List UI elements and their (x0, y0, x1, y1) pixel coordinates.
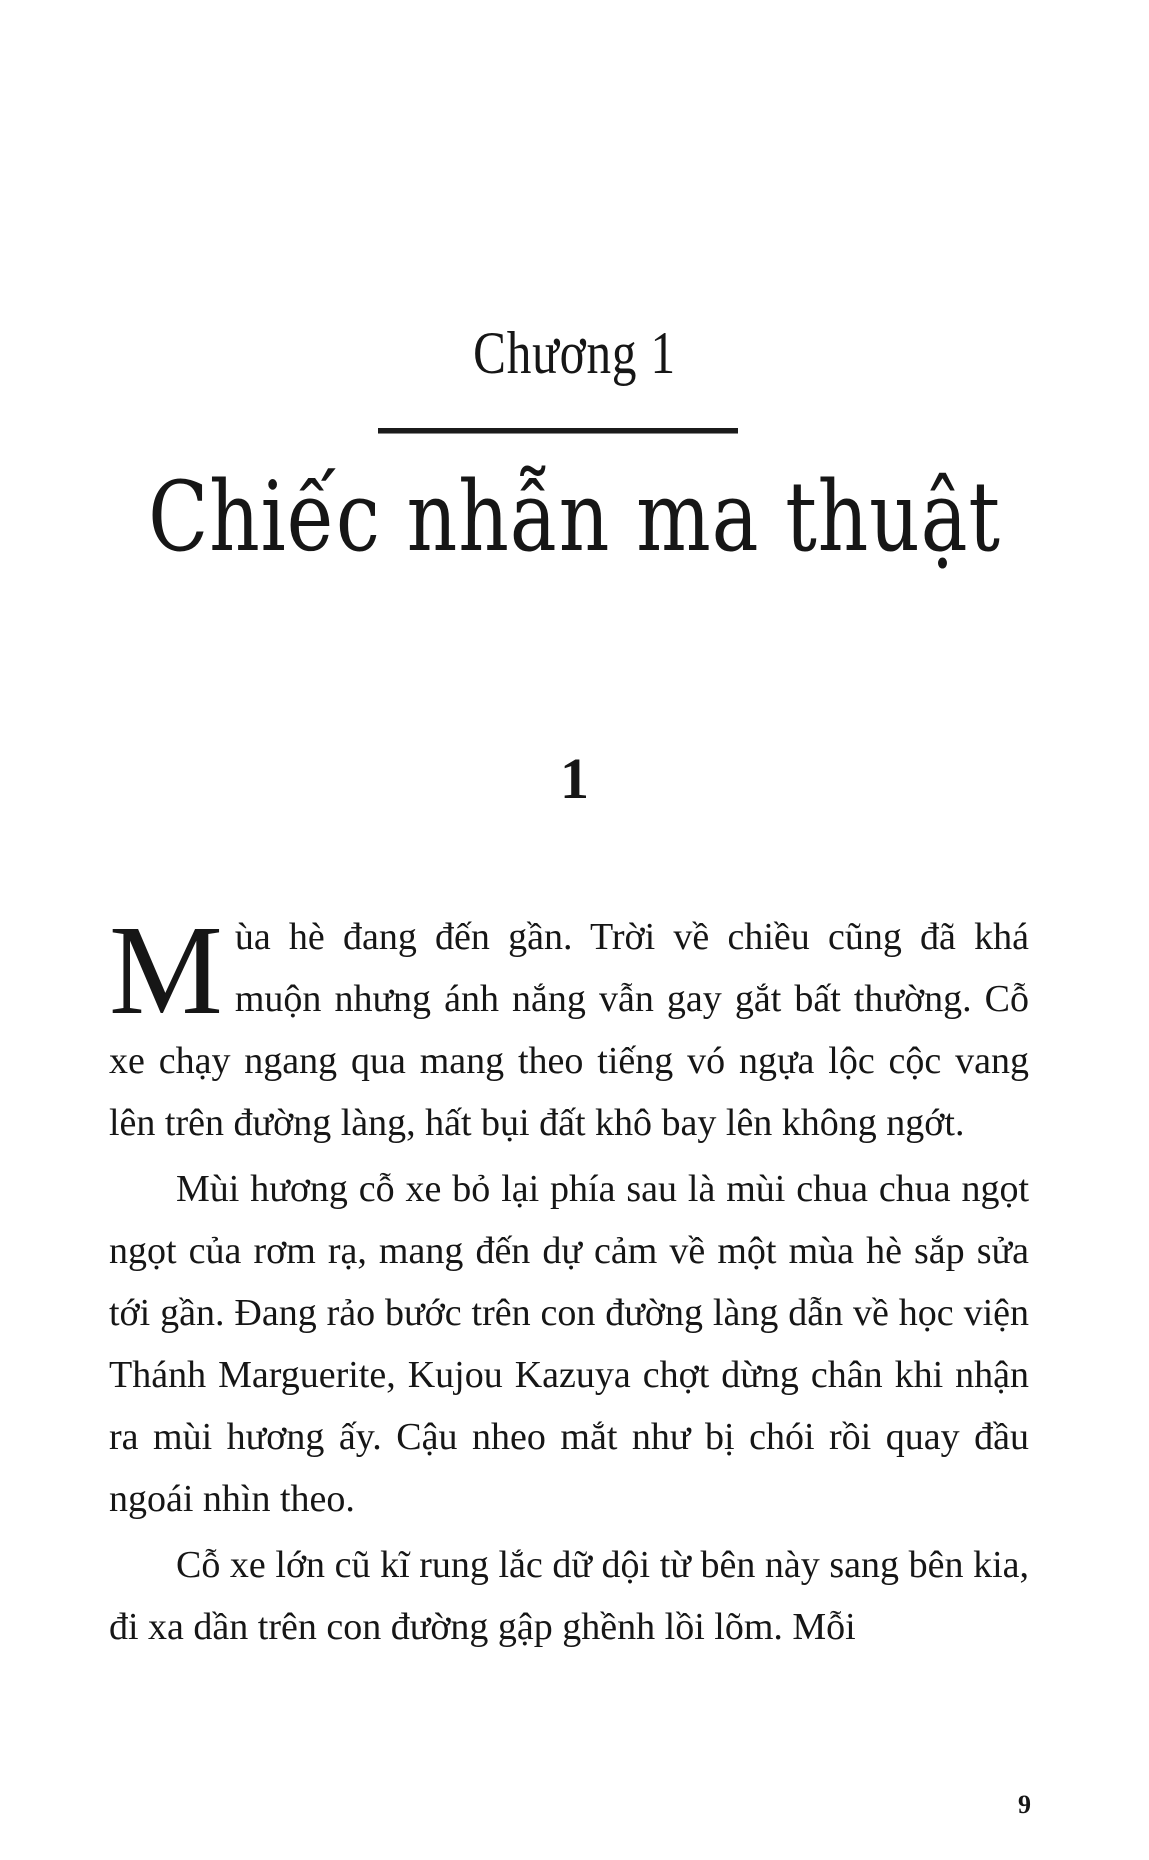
paragraph-1-text: ùa hè đang đến gần. Trời về chiều cũng đã khá muộn nhưng ánh nắng vẫn gay gắt bất thường. Cỗ xe chạy ngang qua mang theo tiếng vó ngựa lộc cộc vang lên trên đường làng, hất bụi đất khô bay lên không ngớt. (109, 916, 1029, 1144)
paragraph-1 (109, 899, 1029, 1154)
paragraph-2: Mùi hương cỗ xe bỏ lại phía sau là mùi chua chua ngọt ngọt của rơm rạ, mang đến dự cảm về một mùa hè sắp sửa tới gần. Đang rảo bước trên con đường làng dẫn về học viện Thánh Marguerite, Kujou Kazuya chợt dừng chân khi nhận ra mùi hương ấy. Cậu nheo mắt như bị chói rồi quay đầu ngoái nhìn theo. (109, 1168, 1029, 1520)
body-text (109, 899, 1029, 1662)
chapter-title: Chiếc nhẫn ma thuật (148, 461, 1001, 573)
chapter-divider (378, 428, 738, 434)
chapter-label: Chương 1 (473, 320, 676, 386)
page-number: 9 (1018, 1790, 1031, 1819)
section-number: 1 (560, 746, 589, 811)
drop-cap: M (109, 899, 223, 1041)
paragraph-3: Cỗ xe lớn cũ kĩ rung lắc dữ dội từ bên này sang bên kia, đi xa dần trên con đường gập ghềnh lồi lõm. Mỗi (109, 1544, 1029, 1648)
